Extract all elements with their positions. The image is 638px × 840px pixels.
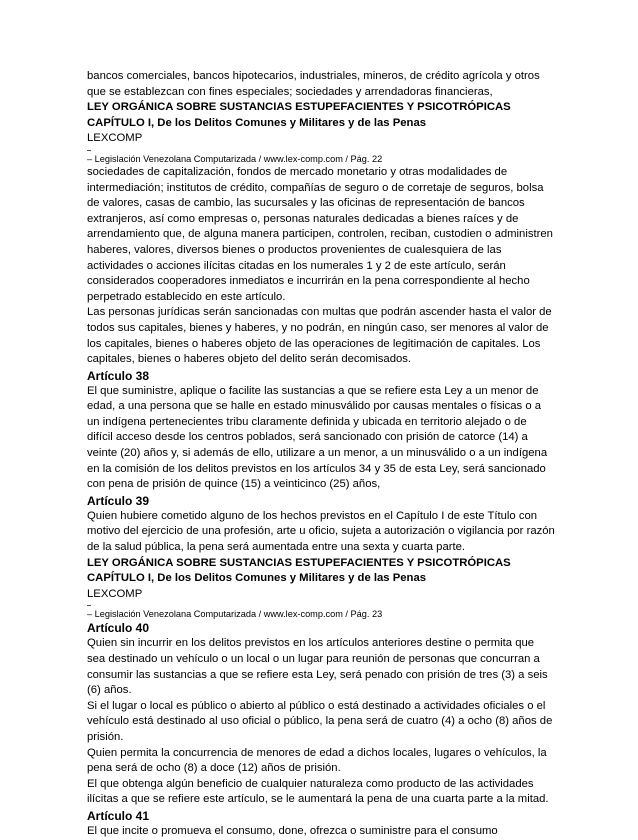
article-text: Quien permita la concurrencia de menores de edad a dichos locales, lugares o vehículos, la pena será de ocho (8) a doce (12) años de prisión.: [87, 746, 547, 775]
law-title: LEY ORGÁNICA SOBRE SUSTANCIAS ESTUPEFACIENTES Y PSICOTRÓPICAS: [87, 101, 511, 114]
article-heading: Artículo 40: [87, 621, 150, 636]
article-text: Quien hubiere cometido alguno de los hechos previstos en el Capítulo I de este Título con motivo del ejercicio de una profesión, arte u oficio, sujeta a autorización o vigilancia por razón de la salud pública, la pena será aumentada entre una sexta y cuarta parte.: [87, 509, 555, 554]
paragraph: sociedades de capitalización, fondos de mercado monetario y otras modalidades de intermediación; institutos de crédito, compañías de seguro o de corretaje de seguros, bolsa de valores, casas de cambio, las sucursales y las oficinas de representación de bancos extranjeros, así como empresas o, personas naturales dedicadas a bienes raíces y de arrendamiento que, de alguna manera participen, controlen, reciban, custodien o administren haberes, valores, diversos bienes o productos provenientes de cualesquiera de las actividades o acciones ilícitas citadas en los numerales 1 y 2 de este artículo, serán considerados cooperadores inmediatos e incurrirán en la pena correspondiente al hecho perpetrado establecido en este artículo.: [87, 165, 553, 303]
page-footer: – Legislación Venezolana Computarizada / www.lex-comp.com / Pág. 23: [87, 609, 383, 620]
footnote-rule: [87, 602, 555, 608]
article-heading: Artículo 38: [87, 368, 150, 383]
footnote-rule: [87, 147, 555, 153]
intro-paragraph: bancos comerciales, bancos hipotecarios, industriales, mineros, de crédito agrícola y otros que se establezcan con fines especiales; sociedades y arrendadoras financieras,: [87, 70, 540, 98]
paragraph: Las personas jurídicas serán sancionadas con multas que podrán ascender hasta el valor de todos sus capitales, bienes y haberes, y no podrán, en ningún caso, ser menores al valor de los capitales, bienes o haberes objeto de las operaciones de legitimación de capitales. Los capitales, bienes o haberes objeto del delito serán decomisados.: [87, 306, 552, 366]
article-text: Quien sin incurrir en los delitos previstos en los artículos anteriores destine o permita que sea destinado un vehículo o un local o un lugar para reunión de personas que concurran a consumir las sustancias a que se refiere esta Ley, será penado con prisión de tres (3) a seis (6) años.: [87, 637, 548, 697]
document-page: [87, 69, 555, 840]
chapter-title: CAPÍTULO I, De los Delitos Comunes y Militares y de las Penas: [87, 116, 427, 129]
article-heading: Artículo 41: [87, 808, 150, 823]
article-text: Si el lugar o local es público o abierto al público o está destinado a actividades oficiales o el vehículo está destinado al uso oficial o público, la pena será de cuatro (4) a ocho (8) años de prisión.: [87, 699, 553, 743]
article-heading: Artículo 39: [87, 493, 150, 508]
article-text: El que obtenga algún beneficio de cualquier naturaleza como producto de las actividades ilícitas a que se refiere este artículo, se le aumentará la pena de una cuarta parte a la mitad.: [87, 777, 549, 806]
article-text: El que incite o promueva el consumo, done, ofrezca o suministre para el consumo: [87, 824, 498, 837]
article-text: El que suministre, aplique o facilite las sustancias a que se refiere esta Ley a un menor de edad, a una persona que se halle en estado minusválido por causas mentales o físicas o a un indígena pertenecientes tribu claramente definida y ubicada en territorio alejado o de difícil acceso desde los centros poblados, será sancionado con prisión de catorce (14) a veinte (20) años y, si además de ello, utilizare a un menor, a un minusválido o a un indígena en la comisión de los delitos previstos en los artículos 34 y 35 de esta Ley, será sancionado con pena de prisión de quince (15) a veinticinco (25) años,: [87, 384, 548, 491]
publisher-name: LEXCOMP: [87, 587, 143, 600]
law-title: LEY ORGÁNICA SOBRE SUSTANCIAS ESTUPEFACIENTES Y PSICOTRÓPICAS: [87, 556, 511, 569]
chapter-title: CAPÍTULO I, De los Delitos Comunes y Militares y de las Penas: [87, 572, 427, 585]
publisher-name: LEXCOMP: [87, 132, 143, 145]
page-footer: – Legislación Venezolana Computarizada / www.lex-comp.com / Pág. 22: [87, 153, 383, 164]
